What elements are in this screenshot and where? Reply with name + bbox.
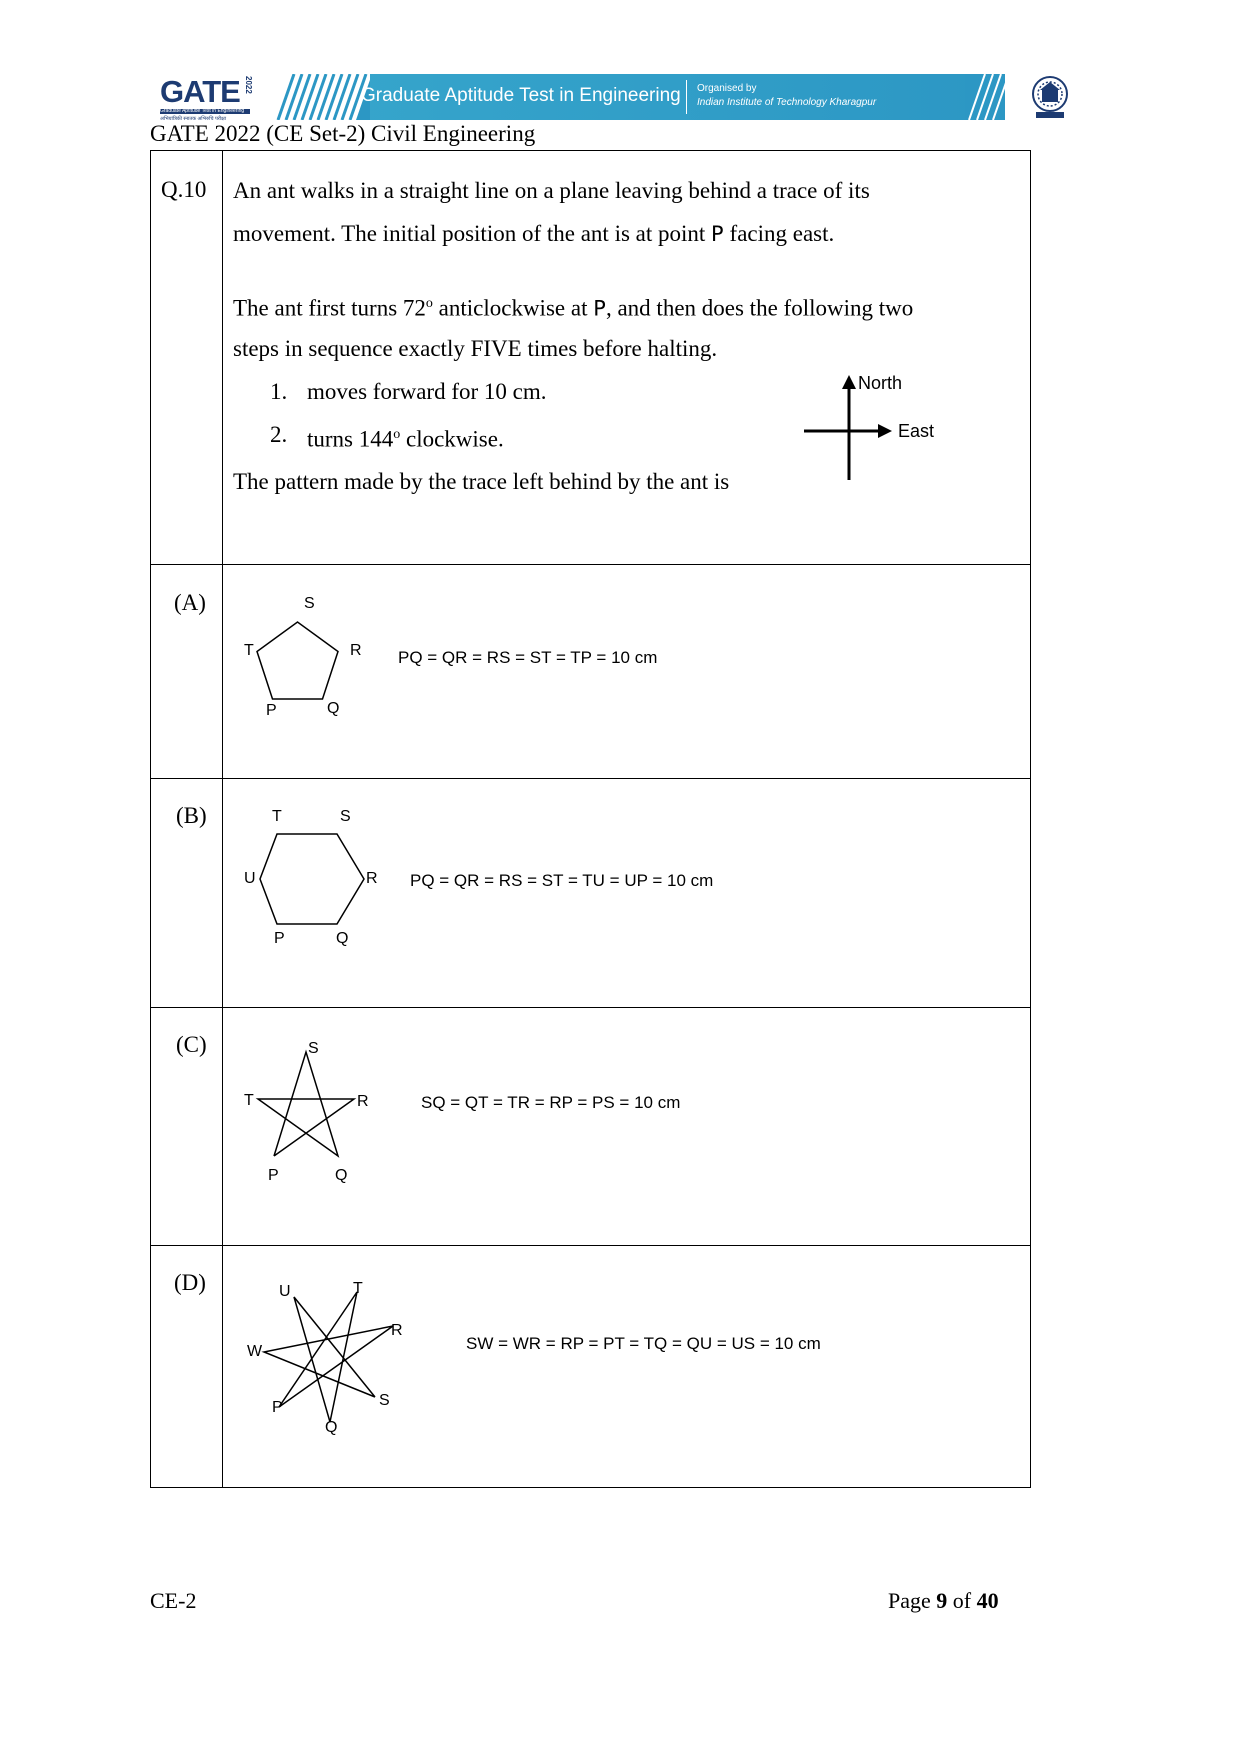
step-2-number: 2. [270, 422, 288, 447]
option-d-point: Q [325, 1419, 338, 1436]
banner-organised-by: Organised by [697, 83, 757, 94]
option-c-star [250, 1040, 370, 1160]
option-b-point: U [244, 870, 256, 887]
table-row-divider [150, 778, 1031, 779]
step-1-number: 1. [270, 379, 288, 404]
option-a-pentagon [250, 610, 350, 710]
option-a-label: (A) [174, 590, 206, 615]
option-b-point: R [366, 870, 378, 887]
banner-stripes-right [965, 74, 1005, 120]
option-b-point: T [272, 808, 282, 825]
banner-organiser: Indian Institute of Technology Kharagpur [697, 97, 877, 108]
option-c-label: (C) [176, 1032, 207, 1057]
gate-logo-tagline-hindi: अभियांत्रिकी स्नातक अभिरुचि परीक्षा [160, 116, 227, 122]
option-d-equation: SW = WR = RP = PT = TQ = QU = US = 10 cm [466, 1334, 821, 1353]
option-a-point: P [266, 702, 277, 719]
gate-logo-year: 2022 [244, 76, 253, 94]
option-d-point: R [391, 1322, 403, 1339]
banner-divider [686, 80, 687, 114]
option-c-point: T [244, 1092, 254, 1109]
table-column-divider [222, 150, 223, 1488]
step-1-text: moves forward for 10 cm. [307, 379, 547, 404]
option-b-equation: PQ = QR = RS = ST = TU = UP = 10 cm [410, 871, 714, 890]
option-b-label: (B) [176, 803, 207, 828]
option-b-point: S [340, 808, 351, 825]
option-c-equation: SQ = QT = TR = RP = PS = 10 cm [421, 1093, 681, 1112]
question-line-1: An ant walks in a straight line on a plane leaving behind a trace of its [233, 178, 870, 203]
option-d-point: S [379, 1392, 390, 1409]
question-line-4: steps in sequence exactly FIVE times before halting. [233, 336, 718, 361]
gate-logo [160, 76, 256, 122]
document-title: GATE 2022 (CE Set-2) Civil Engineering [150, 121, 536, 146]
iit-kharagpur-emblem-icon [1028, 74, 1072, 122]
question-line-5: The pattern made by the trace left behind by the ant is [233, 469, 730, 494]
option-c-point: R [357, 1093, 369, 1110]
footer-page-number: Page 9 of 40 [888, 1588, 999, 1613]
table-row-divider [150, 564, 1031, 565]
question-line-2: movement. The initial position of the ant is at point P facing east. [233, 221, 835, 246]
option-b-point: P [274, 930, 285, 947]
banner-stripes-left [270, 74, 370, 120]
option-c-point: P [268, 1167, 279, 1184]
table-row-divider [150, 1245, 1031, 1246]
question-number: Q.10 [161, 177, 207, 202]
banner-title: Graduate Aptitude Test in Engineering [361, 85, 681, 106]
compass-north-label: North [858, 373, 903, 393]
option-a-point: S [304, 595, 315, 612]
question-line-3: The ant first turns 72$^o$ anticlockwise at P, and then does the following two [233, 295, 914, 321]
option-a-equation: PQ = QR = RS = ST = TP = 10 cm [398, 648, 658, 667]
step-2-text: turns 144$^o$ clockwise. [307, 426, 504, 452]
footer-paper-code: CE-2 [150, 1588, 197, 1613]
option-d-point: T [353, 1280, 363, 1297]
option-d-point: P [272, 1399, 283, 1416]
option-b-point: Q [336, 930, 349, 947]
option-a-point: T [244, 642, 254, 659]
option-a-point: Q [327, 700, 340, 717]
option-a-point: R [350, 642, 362, 659]
option-d-label: (D) [174, 1270, 206, 1295]
option-c-point: Q [335, 1167, 348, 1184]
compass-east-label: East [898, 421, 935, 441]
table-row-divider [150, 1007, 1031, 1008]
option-d-point: W [247, 1343, 263, 1360]
option-b-hexagon [250, 820, 370, 935]
option-c-point: S [308, 1040, 319, 1057]
option-d-point: U [279, 1283, 291, 1300]
gate-logo-tagline: Graduate Aptitude Test in Engineering [160, 108, 245, 114]
gate-logo-word: GATE [160, 74, 240, 109]
